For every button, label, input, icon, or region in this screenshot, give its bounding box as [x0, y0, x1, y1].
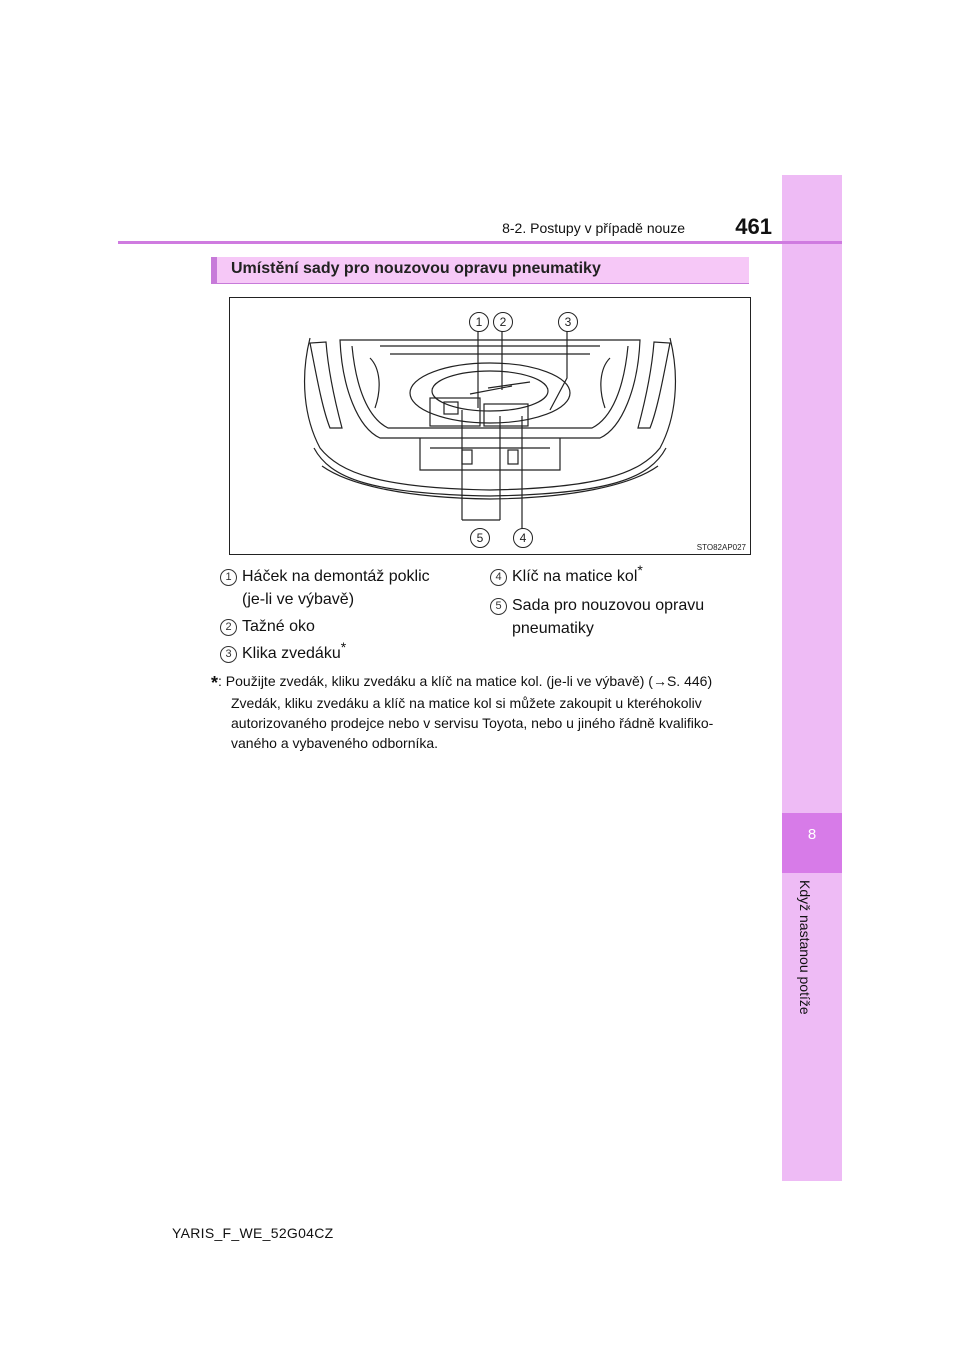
footnote: [211, 671, 749, 753]
callout-5: 5: [470, 528, 490, 548]
legend-label: [512, 562, 643, 587]
legend-number: 4: [490, 569, 507, 586]
asterisk-mark: *: [637, 562, 643, 578]
section-heading: Umístění sady pro nouzovou opravu pneumatiky: [231, 260, 601, 277]
footnote-line-3: autorizovaného prodejce nebo v servisu Toyota, nebo u jiného řádně kvalifiko-: [231, 715, 714, 731]
legend-label: Tažné oko: [242, 618, 315, 635]
legend-number: 5: [490, 598, 507, 615]
legend-label: [242, 566, 430, 587]
heading-underline: [211, 283, 749, 284]
document-code: YARIS_F_WE_52G04CZ: [172, 1225, 334, 1241]
asterisk-mark: *: [340, 639, 347, 655]
legend-label-line1: Háček na demontáž poklic: [242, 568, 430, 585]
chapter-number: 8: [807, 826, 817, 843]
section-title: 8-2. Postupy v případě nouze: [502, 220, 685, 236]
footnote-asterisk: *: [211, 673, 219, 693]
header-rule: [118, 241, 842, 244]
legend-label-text: Klíč na matice kol: [512, 568, 638, 585]
legend-label-line2: (je-li ve výbavě): [242, 591, 355, 608]
footnote-line-1: [211, 671, 749, 693]
footnote-line-4: vaného a vybaveného odborníka.: [231, 735, 439, 751]
trunk-drawing: [230, 298, 750, 554]
callout-3: 3: [558, 312, 578, 332]
legend-number: 3: [220, 646, 237, 663]
legend-label-line1: Sada pro nouzovou opravu: [512, 597, 705, 614]
chapter-title: Když nastanou potíže: [797, 880, 813, 1015]
page-number: 461: [735, 214, 772, 239]
legend-label-text: Klika zvedáku: [242, 645, 341, 662]
figure-code: STO82AP027: [696, 543, 746, 552]
callout-2: 2: [493, 312, 513, 332]
section-heading-box: [211, 257, 749, 283]
legend-label: [242, 639, 347, 664]
legend-number: 1: [220, 569, 237, 586]
footnote-line-2: Zvedák, kliku zvedáku a klíč na matice kol si můžete zakoupit u kteréhokoliv: [231, 695, 702, 711]
legend-number: 2: [220, 619, 237, 636]
callout-1: 1: [469, 312, 489, 332]
footnote-text: : Použijte zvedák, kliku zvedáku a klíč na matice kol. (je-li ve výbavě) (→S. 446): [218, 673, 713, 689]
chapter-tab-active[interactable]: [782, 813, 842, 873]
legend-label-line2: pneumatiky: [512, 620, 594, 637]
callout-4: 4: [513, 528, 533, 548]
trunk-illustration: [229, 297, 751, 555]
